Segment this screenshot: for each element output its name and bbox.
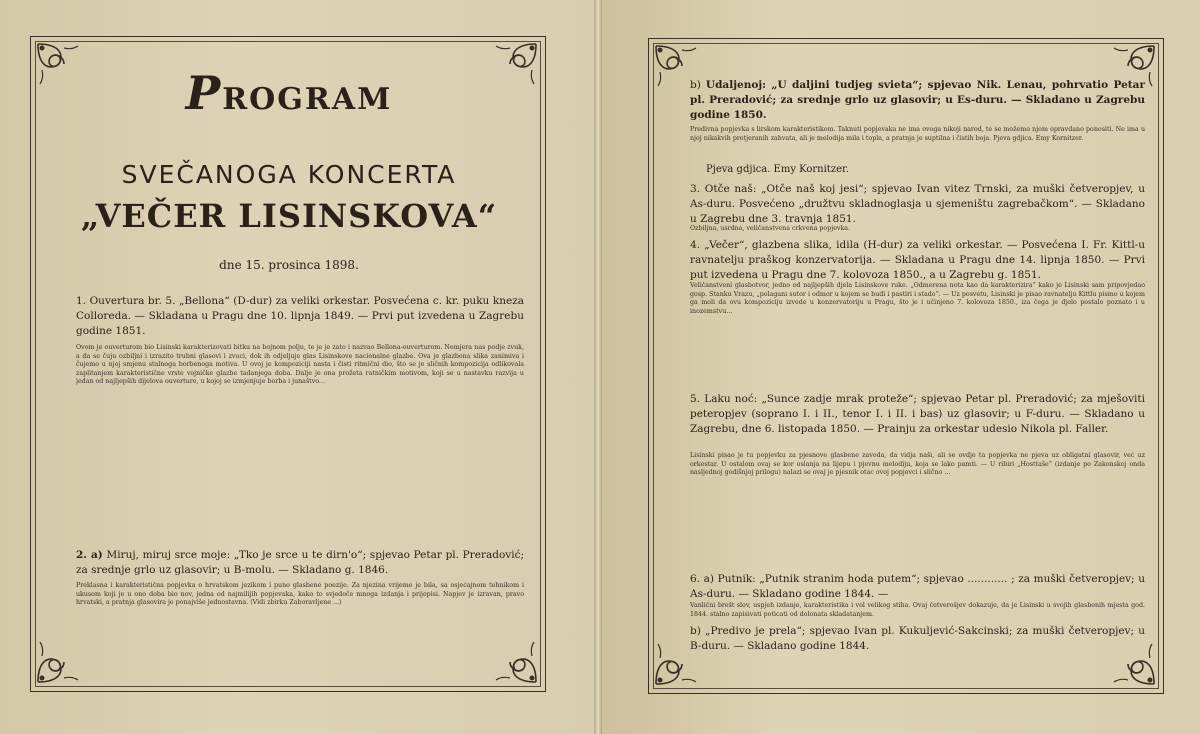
event-name: „VEČER LISINSKOVA“ <box>80 197 498 235</box>
item-note: Veličanstveni glasbotvor, jedno od najljepših djela Lisinskove ruke. „Odmerena nota kao da karakterizira“ kako je Lisinski sam pripovjedao gosp. Stanku Vrazu, „polagani sutor i odmor u kojem se budi i pastiri i stado“. — Uz posvetu, Lisinski je pisao ravnatelju Kittlu pismo u kojem ga moli da ovu kompoziciju izvede u konzervatoriju u Pragu, što je i učinjeno 7. kolovoza 1850., iza čega je djelo postalo poznato i u inozemstvu... <box>690 282 1145 315</box>
item-note: Vanlični brešt slov, uspjeh izdanje, karakteristika i vol velikog stiha. Ovaj četverošjev dokazuje, da je Lisinski u svojih glasbenih mjesta god. 1844. stalno zapisivati poticati od dolonata skladatanjem. <box>690 602 1145 618</box>
program-item: 3. Otče naš: „Otče naš koj jesi“; spjevao Ivan vitez Trnski, za muški četveropjev, u As-duru. Posvećeno „družtvu skladnoglasja u sjemeništu zagrebačkom“. — Skladano u Zagrebu dne 3. travnja 1851. <box>690 183 1145 225</box>
program-title: PROGRAM <box>185 66 393 120</box>
item-note: Ovom je ouverturom bio Lisinski karakterizovati bitku na bojnom polju, te je je zato i nazvao Bellona-ouverturom. Nemjera nas podje zvuk, a da se čuju ozbiljni i izrazito trubni glasovi i zvuci, dok ih odjeljuje glas Lisinskove nacionalne glazbe. Ova je glazbena slika zanimiva i čujemo u njoj smjenu stalnoga borbenoga motiva. U ovoj je kompoziciji nasta i čisti ritmični dio, što se je sličnih kompozicija odlikovala zaplitanjem karakteristične vrste vojničke glazbe tadanjega doba. Dalje je ona prožeta ratničkim motivom, koji se u nastavku razvija u jedan od najljepših dijelova ouverture, u kojoj se izmjenjuje borba i junaštvo... <box>76 344 524 386</box>
item-note: Predivna popjevka s lirskom karakteristikom. Taknuti popjevaka ne ima ovoga nikoji narod, te se možemo njom opravdano ponositi. Ne ima u njoj nikakvih pretjeranih zahvata, ali je melodija mila i topla, a pratnja je suptilna i čistih boja. Pjeva gdjica. Emy Kornitzer. <box>690 126 1145 142</box>
item-note: Ozbiljna, usrdna, veličanstvena crkvena popjevka. <box>690 225 851 232</box>
page-fold <box>594 0 602 734</box>
program-item: 6. a) Putnik: „Putnik stranim hoda putem“; spjevao ............ ; za muški četveropjev; u As-duru. — Skladano godine 1844. — <box>690 573 1145 600</box>
performer-line: Pjeva gdjica. Emy Kornitzer. <box>706 164 849 175</box>
program-item: 1. Ouvertura br. 5. „Bellona“ (D-dur) za veliki orkestar. Posvećena c. kr. puku kneza Colloreda. — Skladana u Pragu dne 10. lipnja 1849. — Prvi put izvedena u Zagrebu godine 1851. <box>76 295 524 337</box>
program-item: b) „Predivo je prela“; spjevao Ivan pl. Kukuljević-Sakcinski; za muški četveropjev; u B-duru. — Skladano godine 1844. <box>690 625 1145 652</box>
program-item: 5. Laku noć: „Sunce zadje mrak proteže“; spjevao Petar pl. Preradović; za mješoviti peteropjev (soprano I. i II., tenor I. i II. i bas) uz glasovir; u F-duru. — Skladano u Zagrebu, dne 6. listopada 1850. — Prainju za orkestar udesio Nikola pl. Faller. <box>690 393 1145 435</box>
concert-subtitle: SVEČANOGA KONCERTA <box>121 160 457 189</box>
item-note: Preklasna i karakteristična popjevka o hrvatskom jezikom i puno glasbene poezije. Za njezina vrijeme je bila, sa osjećajnom tehnikom i ukusom koji je u ono doba bio nov, jedna od najmilijih popjevaka, kako to svjedoče mnoga izdanja i prijepisi. Napjev je izravan, pravo hrvatski, a pratnja glasovira je ponajviše jednostavna. (Vidi zbirku Zaboravljene ...) <box>76 582 524 607</box>
program-item: 4. „Večer“, glazbena slika, idila (H-dur) za veliki orkestar. — Posvećena I. Fr. Kittl-u ravnatelju praškog konzervatorija. — Skladana u Pragu dne 14. lipnja 1850. — Prvi put izvedena u Pragu dne 7. kolovoza 1850., a u Zagrebu g. 1851. <box>690 239 1145 281</box>
program-item: 2. a) Miruj, miruj srce moje: „Tko je srce u te dirn'o“; spjevao Petar pl. Preradović; za srednje grlo uz glasovir; u B-molu. — Skladano g. 1846. <box>76 549 524 576</box>
item-note: Lisinski pisao je tu popjevku za pjesnove glasbene zavoda, da vidja naši, ali se ovdje ta popjevka ne pjeva uz obligatni glasovir, već uz orkestar. U ostalom ovaj se kor oslanja na lijepu i pjevnu melodiju, koja se lako pamti. — U ribiri „Hosttaše“ (izdanje po Zakonskoj onda nasljednoj godišnjoj prilogu) nalazi se ovaj je pjesnik otac ovoj popjevci i slično ... <box>690 452 1145 477</box>
program-item: b) Udaljenoj: „U daljini tudjeg svieta“; spjevao Nik. Lenau, pohrvatio Petar pl. Preradović; za srednje grlo uz glasovir; u Es-duru. — Skladano u Zagrebu godine 1850. <box>690 79 1145 121</box>
concert-date: dne 15. prosinca 1898. <box>219 258 359 272</box>
